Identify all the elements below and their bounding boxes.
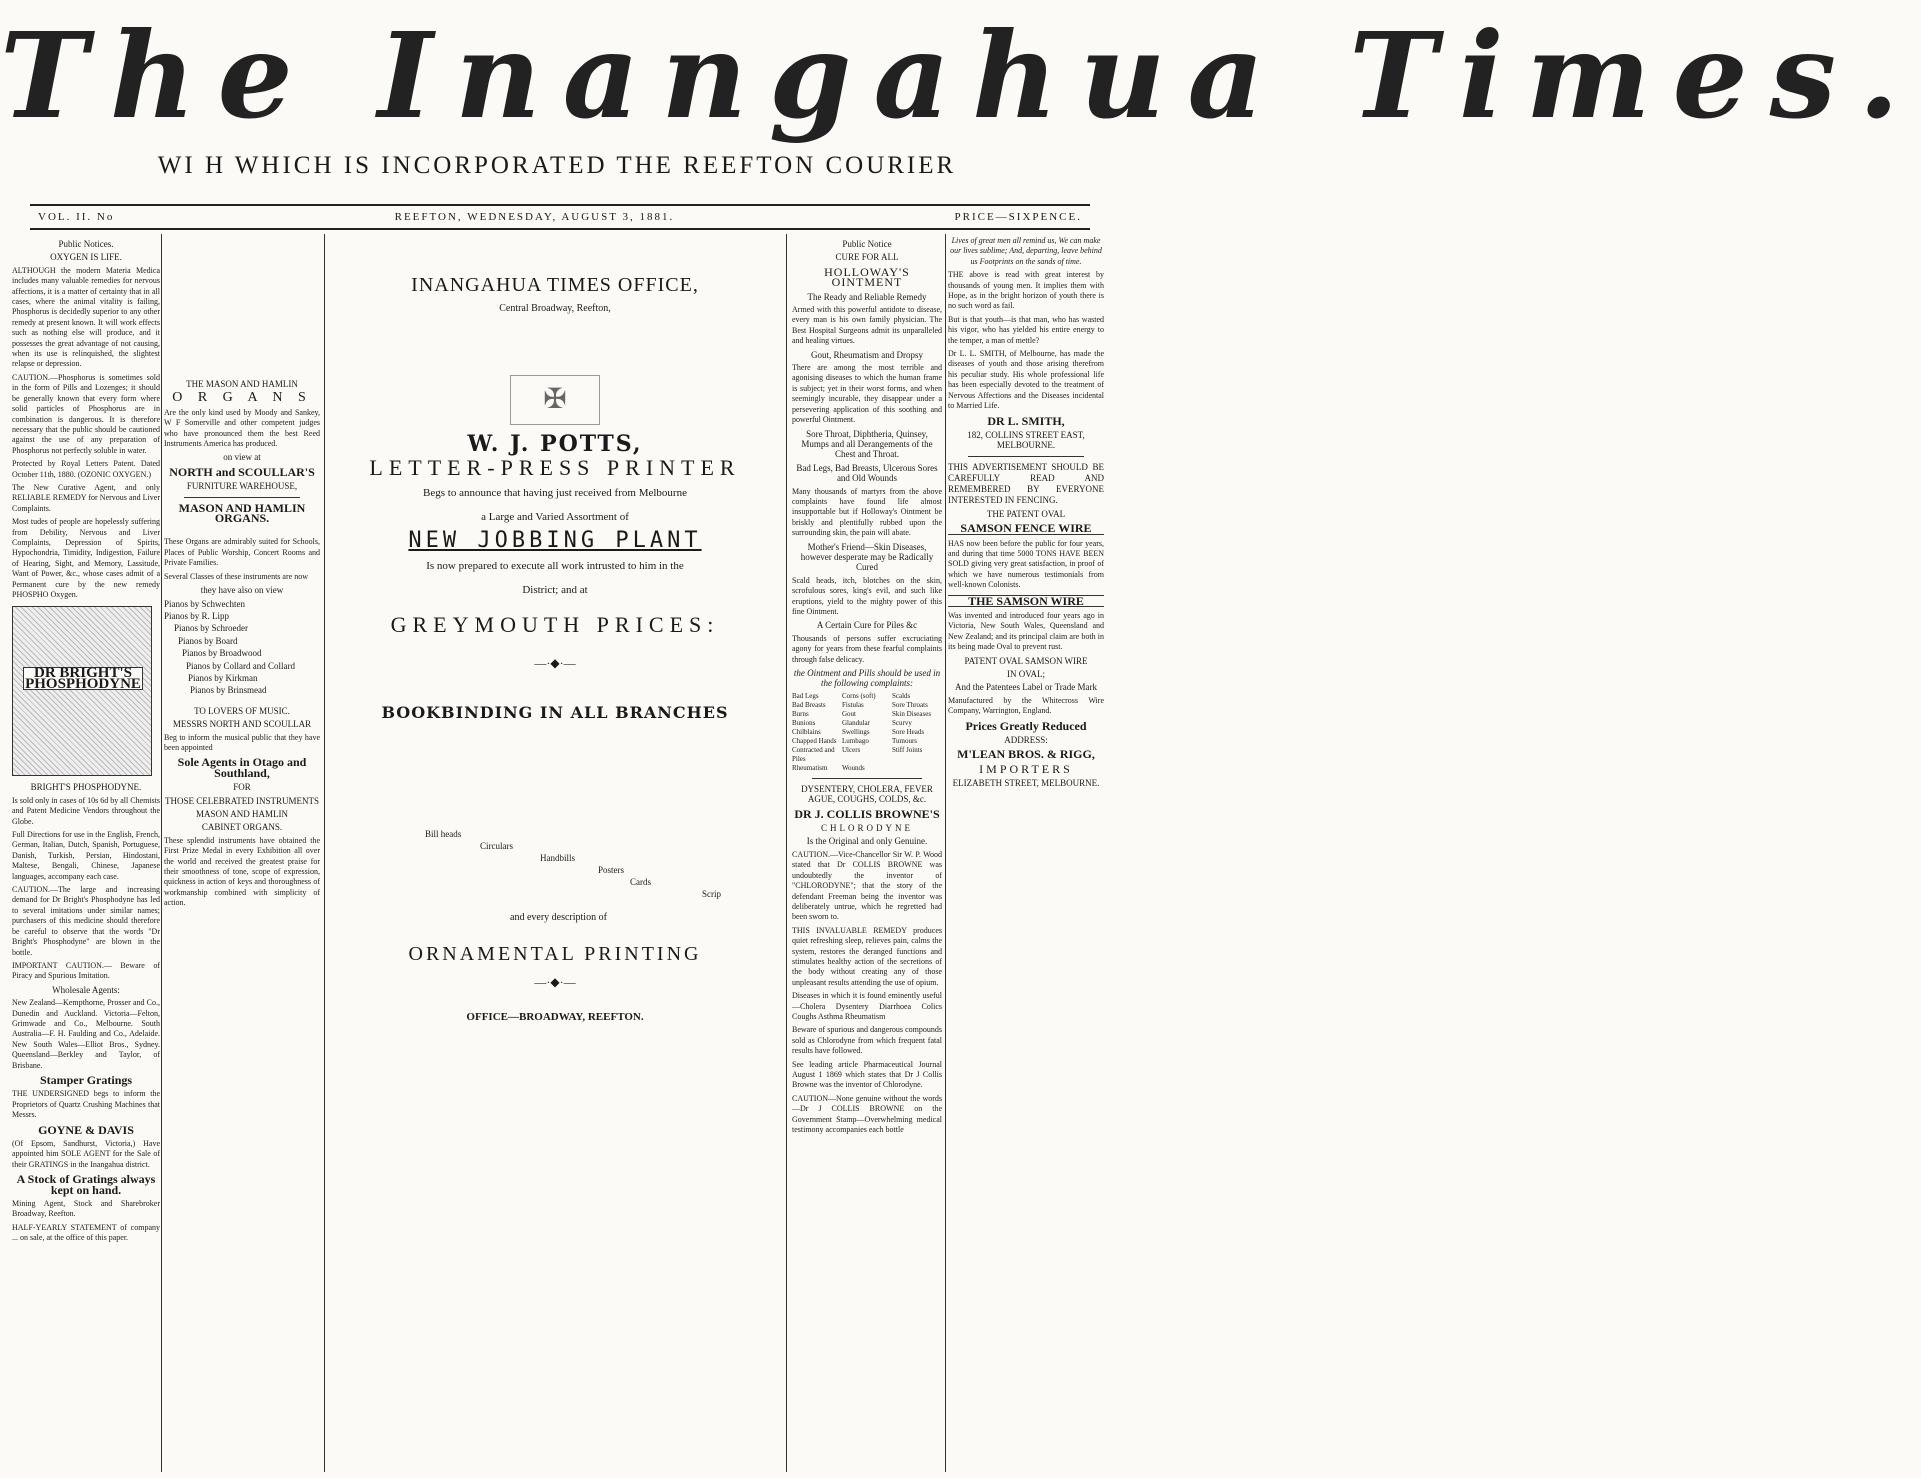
office-footer: OFFICE—BROADWAY, REEFTON.: [466, 1010, 644, 1023]
north-scoullar: NORTH and SCOULLAR'S: [169, 464, 315, 479]
list-item: Pianos by Collard and Collard: [186, 660, 295, 671]
divider: [812, 778, 922, 779]
price-label: PRICE—SIXPENCE.: [954, 211, 1082, 223]
jobbing-plant: NEW JOBBING PLANT: [408, 528, 702, 554]
greymouth-prices: GREYMOUTH PRICES:: [390, 611, 720, 637]
place-date: REEFTON, WEDNESDAY, AUGUST 3, 1881.: [394, 211, 675, 223]
caution-end: CAUTION—None genuine without the words—Dr J COLLIS BROWNE on the Government Stamp—Overwhelming medical testimony accompanies each bottle: [792, 1093, 942, 1135]
sole-agents: Sole Agents in Otago and Southland,: [177, 755, 307, 780]
furniture-warehouse: FURNITURE WAREHOUSE,: [186, 481, 298, 492]
complaints-table: [792, 692, 942, 773]
list-item: Scrip: [702, 888, 721, 899]
reduced-heading: Prices Greatly Reduced: [965, 718, 1087, 733]
important-caution: IMPORTANT CAUTION.— Beware of Piracy and Spurious Imitation.: [12, 960, 160, 981]
list-item: Pianos by Schwechten: [164, 598, 245, 609]
newspaper-title: The Inangahua Times.: [0, 6, 1921, 145]
samson2-heading: THE SAMSON WIRE: [948, 595, 1104, 607]
diseases-text: Diseases in which it is found eminently useful—Cholera Dysentery Diarrhoea Colics Coughs Asthma Rheumatism: [792, 991, 942, 1021]
complaint-item: Swellings: [842, 727, 870, 736]
assortment-text: a Large and Varied Assortment of: [481, 511, 629, 524]
complaint-item: Skin Diseases: [892, 709, 932, 718]
complaint-item: Wounds: [842, 763, 865, 772]
goyne-davis: GOYNE & DAVIS: [38, 1122, 134, 1137]
importers-name: M'LEAN BROS. & RIGG,: [957, 747, 1095, 762]
column-1: [12, 236, 160, 1472]
directions-text: Full Directions for use in the English, French, German, Italian, Dutch, Spanish, Portuguese, Danish, Turkish, Persian, Hindostani, Maltese, Bengali, Chinese, Japanese languages, accompany each case.: [12, 830, 160, 881]
caution-text: CAUTION.—Phosphorus is sometimes sold in the form of Pills and Lozenges; it should be generally known that every form where solid particles of Phosphorus are in combination is dangerous. It is therefore necessary that the public should be cautioned against the use of any preparation of Phosphorus not perfectly soluble in water.: [12, 372, 160, 455]
see-text: See leading article Pharmaceutical Journal August 1 1869 which states that Dr J Collis Browne was the inventor of Chlorodyne.: [792, 1059, 942, 1090]
armed-text: Armed with this powerful antidote to disease, every man is his own family physician. The Best Hospital Surgeons admit its unparalleled and healing virtues.: [792, 305, 942, 346]
printer-trade: LETTER-PRESS PRINTER: [369, 455, 741, 481]
original-text: Is the Original and only Genuine.: [806, 836, 928, 847]
list-item: Pianos by Kirkman: [188, 672, 258, 683]
list-item: Circulars: [480, 840, 513, 851]
importers-address: ELIZABETH STREET, MELBOURNE.: [952, 778, 1100, 789]
chlorodyne-heading: CHLORODYNE: [821, 823, 913, 834]
complaint-item: Scurvy: [892, 718, 912, 727]
oxygen-heading: OXYGEN IS LIFE.: [50, 252, 122, 263]
friend-heading: Mother's Friend—Skin Diseases, however desperate may be Radically Cured: [800, 541, 934, 573]
manufacturer: Manufactured by the Whitecross Wire Company, Warrington, England.: [948, 695, 1104, 716]
suited-text: These Organs are admirably suited for Schools, Places of Public Worship, Concert Rooms and Private Families.: [164, 537, 320, 568]
bookbinding-heading: BOOKBINDING IN ALL BRANCHES: [381, 703, 729, 723]
cure-heading: CURE FOR ALL: [835, 252, 899, 263]
printer-name: W. J. POTTS,: [467, 430, 643, 457]
scald-text: Scald heads, itch, blotches on the skin, scrofulous sores, king's evil, and such like eruptions, yield to the mighty power of this fine Ointment.: [792, 575, 942, 616]
samson2-text: Was invented and introduced four years ago in Victoria, New South Wales, Queensland and New Zealand; and its principal claim are both in its being made Oval to prevent rust.: [948, 610, 1104, 652]
sufferers-text: Most tudes of people are hopelessly suffering from Debility, Nervous and Liver Complaints, Depression of Spirits, Hypochondria, Timidity, Indigestion, Failure of Hearing, Sight, and Memory, Lassitude, Want of Power, &c., whose cases admit of a Permanent cure by the new remedy PHOSPHO Oxygen.: [12, 517, 160, 599]
many-text: Many thousands of martyrs from the above complaints have found life almost insupportable but if Holloway's Ointment be briskly and plentifully rubbed upon the surrounding skin, the pain will abate.: [792, 486, 942, 538]
mason-hamlin-2: MASON AND HAMLIN: [195, 809, 288, 819]
remedy-subheading: The Ready and Reliable Remedy: [807, 291, 927, 302]
advert-notice: THIS ADVERTISEMENT SHOULD BE CAREFULLY READ AND REMEMBERED BY EVERYONE INTERESTED IN FENCING.: [948, 461, 1104, 505]
patent-oval-wire: PATENT OVAL SAMSON WIRE: [964, 655, 1088, 666]
complaint-item: Lumbago: [842, 736, 869, 745]
verse: Lives of great men all remind us, We can make our lives sublime; And, departing, leave behind us Footprints on the sands of time.: [950, 236, 1102, 266]
also-view: they have also on view: [200, 585, 284, 596]
complaint-item: Bunions: [792, 718, 816, 727]
complaint-item: Gout: [842, 709, 856, 718]
gout-text: There are among the most terrible and agonising diseases to which the human frame is subject; yet in their worst forms, and when seemingly incurable, they disappear under a persevering application of this soothing and powerful Ointment.: [792, 363, 942, 425]
beg-text: Beg to inform the musical public that they have been appointed: [164, 732, 320, 752]
mason-organs: MASON AND HAMLIN ORGANS.: [178, 500, 306, 526]
cabinet-organs: CABINET ORGANS.: [201, 822, 283, 833]
ornament-divider: —·◆·—: [534, 656, 576, 671]
invaluable-text: THIS INVALUABLE REMEDY produces quiet refreshing sleep, relieves pain, calms the system, restores the deranged functions and stimulates healthy action of the secretions of the body without creating any of those unpleasant results attending the use of opium.: [792, 925, 942, 987]
agents-heading: Wholesale Agents:: [52, 984, 120, 995]
on-view: on view at: [223, 452, 261, 463]
complaint-item: Bad Breasts: [792, 700, 826, 709]
half-yearly: HALF-YEARLY STATEMENT of company ... on sale, at the office of this paper.: [12, 1222, 160, 1243]
ornamental-printing: ORNAMENTAL PRINTING: [408, 942, 702, 965]
piano-list: [164, 599, 320, 696]
piles-text: Thousands of persons suffer excruciating agony for years from these fearful complaints through false delicacy.: [792, 633, 942, 664]
complaint-item: Sore Throats: [892, 700, 928, 709]
complaint-item: Glandular: [842, 718, 870, 727]
smith-heading: DR L. SMITH,: [987, 413, 1065, 428]
goyne-text: (Of Epsom, Sandhurst, Victoria,) Have appointed him SOLE AGENT for the Sale of their GRATINGS in the Inangahua district.: [12, 1139, 160, 1169]
samson-heading: SAMSON FENCE WIRE: [948, 523, 1104, 534]
column-rule: [786, 234, 787, 1472]
complaint-item: Rheumatism: [792, 763, 828, 772]
volume-label: VOL. II. No: [38, 211, 115, 223]
complaint-item: Burns: [792, 709, 809, 718]
list-item: Posters: [598, 864, 625, 875]
mason-heading: THE MASON AND HAMLIN: [186, 379, 298, 389]
announce-text: Begs to announce that having just received from Melbourne: [423, 486, 687, 499]
complaint-item: Bad Legs: [792, 691, 819, 700]
divider: [184, 497, 300, 498]
body-text-2: But is that youth—is that man, who has wasted his vigor, who has yielded his entire energy to the temper, a man of mettle?: [948, 314, 1104, 345]
used-heading: the Ointment and Pills should be used in the following complaints:: [793, 668, 941, 689]
patent-line: Protected by Royal Letters Patent. Dated October 11th, 1880. (OZONIC OXYGEN.): [12, 459, 160, 479]
complaint-item: Fistulas: [842, 700, 864, 709]
stamper-heading: Stamper Gratings: [39, 1072, 133, 1087]
trade-mark: And the Patentees Label or Trade Mark: [955, 682, 1097, 693]
list-item: Pianos by Board: [178, 635, 238, 646]
for-label: FOR: [233, 782, 251, 793]
bad-legs-heading: Bad Legs, Bad Breasts, Ulcerous Sores and Old Wounds: [796, 462, 938, 484]
importers-heading: IMPORTERS: [979, 761, 1073, 776]
piles-heading: A Certain Cure for Piles &c: [816, 620, 918, 631]
dateline: [30, 204, 1090, 230]
oxygen-text: ALTHOUGH the modern Materia Medica includes many valuable remedies for nervous affections, it is a matter of certainty that in all cases, where the animal vitality is failing, Phosphorus is decidedly superior to any other remedy at present known. It will work effects such as nothing else will produce, and it possesses the great advantage of not causing, when its use is relinquished, the slightest relapse or depression.: [12, 265, 160, 369]
column-rule: [945, 234, 946, 1472]
complaint-item: Tumours: [892, 736, 918, 745]
celebrated-label: THOSE CELEBRATED INSTRUMENTS: [164, 795, 319, 806]
bright-heading: BRIGHT'S PHOSPHODYNE.: [30, 782, 142, 793]
section-label: Public Notice: [842, 239, 892, 249]
organs-heading: O R G A N S: [172, 390, 312, 406]
collis-heading: DR J. COLLIS BROWNE'S: [794, 806, 940, 821]
stock-heading: A Stock of Gratings always kept on hand.: [16, 1172, 156, 1197]
list-item: Handbills: [540, 852, 575, 863]
office-address: Central Broadway, Reefton,: [499, 303, 611, 315]
caution2-text: CAUTION.—The large and increasing demand for Dr Bright's Phosphodyne has led to several imitations under similar names; purchasers of this medicine should therefore be careful to observe that the words "Dr Bright's Phosphodyne" are blown in the bottle.: [12, 885, 160, 957]
column-5: [948, 236, 1104, 1472]
messrs-heading: MESSRS NORTH AND SCOULLAR: [172, 719, 312, 730]
list-item: Pianos by Schroeder: [174, 623, 248, 634]
agents-text: New Zealand—Kempthorne, Prosser and Co., Dunedin and Auckland. Victoria—Felton, Grimwade and Co., Melbourne. South Australia—F. H. Faulding and Co., Adelaide. New South Wales—Elliot Bros., Sydney. Queensland—Berkley and Taylor, of Brisbane.: [12, 998, 160, 1070]
column-4: [792, 236, 942, 1472]
smith-address: 182, COLLINS STREET EAST, MELBOURNE.: [967, 429, 1085, 451]
every-description: and every description of: [510, 911, 607, 923]
gout-heading: Gout, Rheumatism and Dropsy: [811, 349, 923, 360]
divider: [968, 456, 1084, 457]
office-heading: INANGAHUA TIMES OFFICE,: [411, 274, 699, 296]
patent-oval: THE PATENT OVAL: [986, 508, 1066, 519]
prepared-text: Is now prepared to execute all work intrusted to him in the: [426, 559, 684, 572]
address-label: ADDRESS:: [1004, 735, 1048, 746]
splendid-text: These splendid instruments have obtained the First Prize Medal in every Exhibition all over the world and received the greatest praise for their smoothness of tone, scope of expression, quickness in action of keys and thoroughness of workmanship combined with simplicity of action.: [164, 835, 320, 908]
complaint-item: Stiff Joints: [892, 745, 923, 754]
illustration-label: DR BRIGHT'S PHOSPHODYNE: [23, 667, 143, 690]
several-classes: Several Classes of these instruments are now: [164, 571, 308, 581]
column-2: [164, 236, 320, 1472]
oxygen-cure: The New Curative Agent, and only RELIABLE REMEDY for Nervous and Liver Complaints.: [12, 482, 160, 513]
stamper-text: THE UNDERSIGNED begs to inform the Proprietors of Quartz Crushing Machines that Messrs.: [12, 1089, 160, 1120]
district-text: District; and at: [522, 584, 588, 597]
complaint-item: Contracted and Piles: [792, 745, 835, 763]
section-label: Public Notices.: [58, 239, 114, 249]
caution-text: CAUTION.—Vice-Chancellor Sir W. P. Wood stated that Dr COLLIS BROWNE was undoubtedly the inventor of "CHLORODYNE"; that the story of the defendant Freeman being the inventor was deliberately untrue, which he regretted had been sworn to.: [792, 849, 942, 922]
column-rule: [324, 234, 325, 1472]
dysentery-heading: DYSENTERY, CHOLERA, FEVER AGUE, COUGHS, COLDS, &c.: [801, 783, 933, 805]
bright-sold: Is sold only in cases of 10s 6d by all Chemists and Patent Medicine Vendors throughout the Globe.: [12, 795, 160, 826]
organs-text: Are the only kind used by Moody and Sankey, W F Somerville and other competent judges who have pronounced them the best Reed Instruments America has produced.: [164, 407, 320, 449]
body-text-1: THE above is read with great interest by thousands of young men. It implies them with Hope, as in the bright horizon of youth there is no such word as fail.: [948, 270, 1104, 311]
complaint-item: Chilblains: [792, 727, 821, 736]
list-item: Pianos by Broadwood: [182, 648, 262, 659]
masthead: [0, 0, 1921, 200]
beware-text: Beware of spurious and dangerous compounds sold as Chlorodyne from which frequent fatal results have followed.: [792, 1025, 942, 1056]
complaint-item: Ulcers: [842, 745, 861, 754]
list-item: Cards: [630, 876, 651, 887]
list-item: Bill heads: [425, 828, 462, 839]
column-3: [330, 236, 780, 1472]
samson-text: HAS now been before the public for four years, and during that time 5000 TONS HAVE BEEN SOLD giving very great satisfaction, in proof of which we have numerous testimonials from well-known Colonists.: [948, 538, 1104, 590]
complaint-item: Corns (soft): [842, 691, 876, 700]
complaint-item: Chapped Hands: [792, 736, 837, 745]
column-rule: [161, 234, 162, 1472]
mining-agent: Mining Agent, Stock and Sharebroker Broadway, Reefton.: [12, 1199, 160, 1219]
printer-emblem-icon: ✠: [510, 375, 600, 425]
print-items: [330, 829, 780, 949]
in-oval: IN OVAL;: [1006, 669, 1046, 679]
complaint-item: Scalds: [892, 691, 911, 700]
list-item: Pianos by Brinsmead: [190, 685, 267, 696]
phosphodyne-bottle-illustration: [12, 606, 152, 776]
ointment-heading: HOLLOWAY'S OINTMENT: [824, 264, 910, 290]
sore-throat-heading: Sore Throat, Diphtheria, Quinsey, Mumps and all Derangements of the Chest and Throat.: [801, 428, 933, 460]
list-item: Pianos by R. Lipp: [164, 610, 230, 621]
newspaper-subtitle: WI H WHICH IS INCORPORATED THE REEFTON COURIER: [157, 152, 957, 179]
smith-text: Dr L. L. SMITH, of Melbourne, has made the diseases of youth and those arising therefrom his peculiar study. His whole professional life has been especially devoted to the treatment of Nervous Affections and the Diseases incidental to Married Life.: [948, 349, 1104, 411]
complaint-item: Sore Heads: [892, 727, 925, 736]
lovers-heading: TO LOVERS OF MUSIC.: [194, 705, 290, 716]
ornament-divider: —·◆·—: [534, 975, 576, 990]
